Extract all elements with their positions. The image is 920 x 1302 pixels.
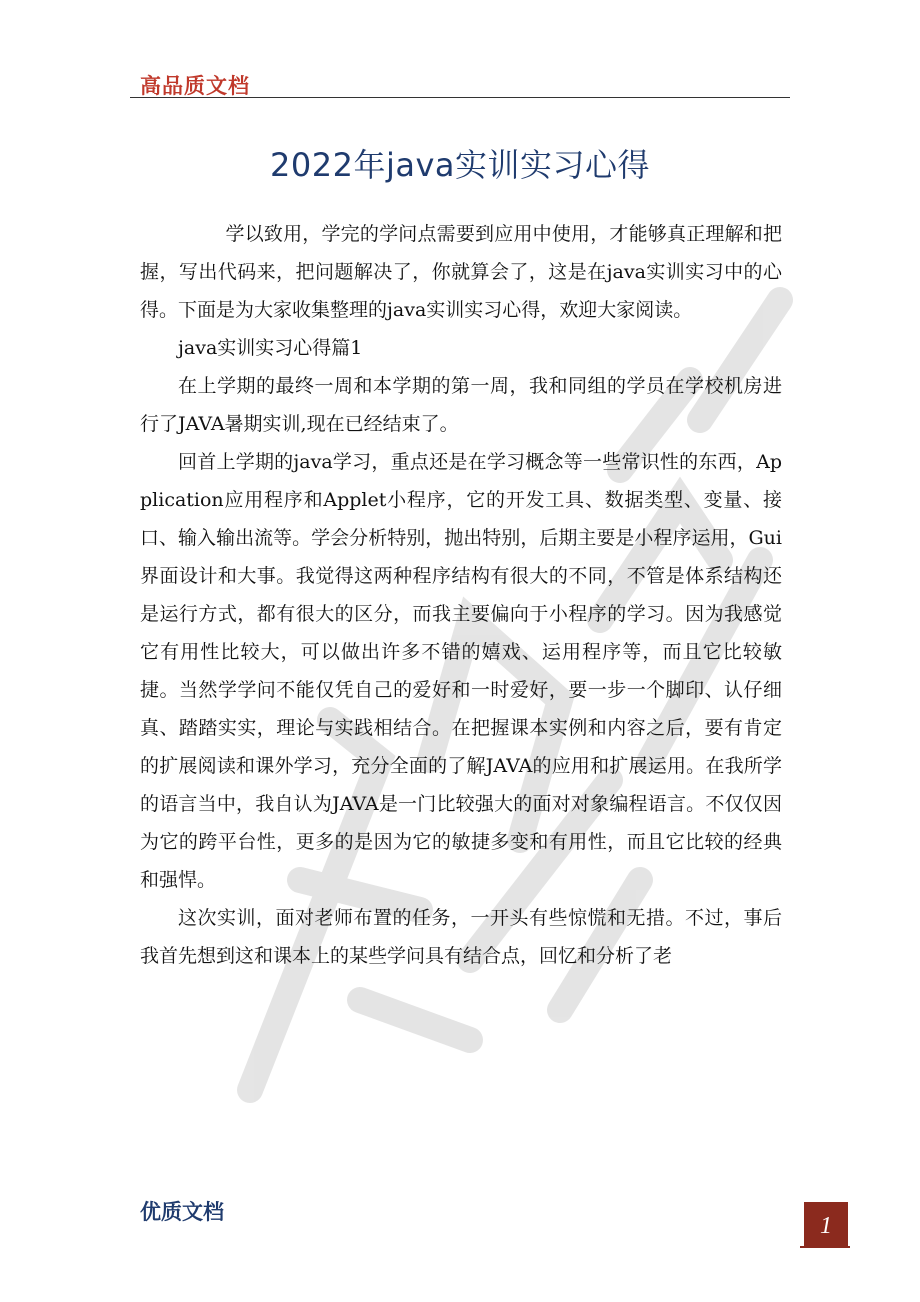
section-heading: java实训实习心得篇1: [178, 337, 363, 359]
header-divider: [130, 97, 790, 98]
page-number-underline: [800, 1246, 850, 1248]
paragraph: 这次实训，面对老师布置的任务，一开头有些惊慌和无措。不过，事后我首先想到这和课本上的某些学问具有结合点，回忆和分析了老: [140, 907, 782, 967]
header-label: 高品质文档: [140, 74, 250, 98]
document-body: [140, 215, 782, 975]
document-title: 2022年java实训实习心得: [270, 146, 650, 184]
paragraph: 在上学期的最终一周和本学期的第一周，我和同组的学员在学校机房进行了JAVA暑期实训,现在已经结束了。: [140, 375, 782, 435]
page-number: 1: [820, 1213, 832, 1239]
footer-label: 优质文档: [140, 1200, 224, 1224]
paragraph-intro: 学以致用，学完的学问点需要到应用中使用，才能够真正理解和把握，写出代码来，把问题解决了，你就算会了，这是在java实训实习中的心得。下面是为大家收集整理的java实训实习心得，欢迎大家阅读。: [140, 223, 782, 321]
page-number-badge: [804, 1202, 848, 1246]
paragraph: 回首上学期的java学习，重点还是在学习概念等一些常识性的东西，Application应用程序和Applet小程序，它的开发工具、数据类型、变量、接口、输入输出流等。学会分析特别，抛出特别，后期主要是小程序运用，Gui界面设计和大事。我觉得这两种程序结构有很大的不同，不管是体系结构还是运行方式，都有很大的区分，而我主要偏向于小程序的学习。因为我感觉它有用性比较大，可以做出许多不错的嬉戏、运用程序等，而且它比较敏捷。当然学学问不能仅凭自己的爱好和一时爱好，要一步一个脚印、认仔细真、踏踏实实，理论与实践相结合。在把握课本实例和内容之后，要有肯定的扩展阅读和课外学习，充分全面的了解JAVA的应用和扩展运用。在我所学的语言当中，我自认为JAVA是一门比较强大的面对对象编程语言。不仅仅因为它的跨平台性，更多的是因为它的敏捷多变和有用性，而且它比较的经典和强悍。: [140, 451, 782, 891]
